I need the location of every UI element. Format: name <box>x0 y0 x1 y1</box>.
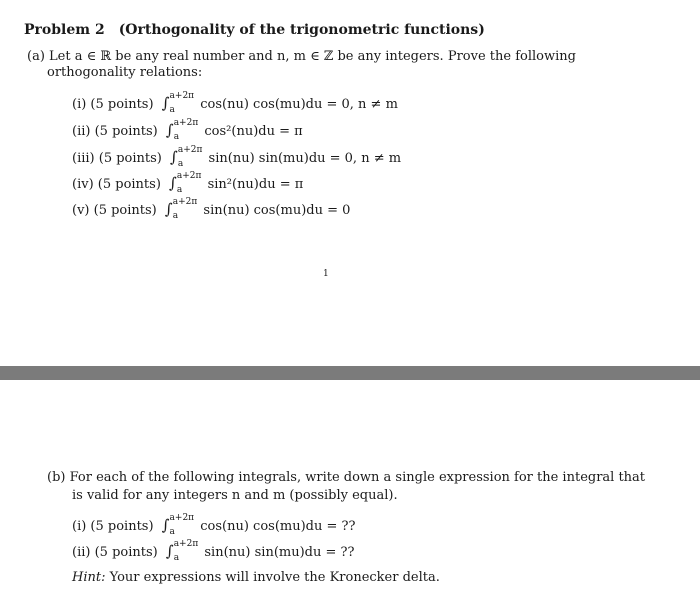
part-a-item-iv <box>72 171 304 198</box>
item-expression: sin(nu) cos(mu)du = 0 <box>203 203 351 218</box>
part-b-item-i <box>72 513 356 540</box>
integral-limits: a+2π a <box>173 539 199 563</box>
item-expression: cos(nu) cos(mu)du = ?? <box>200 519 356 534</box>
hint-text: Your expressions will involve the Kronecker delta. <box>109 570 440 585</box>
item-expression: sin(nu) sin(mu)du = 0, n ≠ m <box>208 151 402 166</box>
item-label: (v) (5 points) <box>72 203 157 218</box>
integral-sign: ∫ <box>164 200 173 218</box>
problem-title: (Orthogonality of the trigonometric functions) <box>118 22 485 38</box>
part-b-item-ii <box>72 539 355 566</box>
integral-sign: ∫ <box>161 94 170 112</box>
integral-limits: a+2π a <box>172 197 198 221</box>
part-b-intro-line2: is valid for any integers n and m (possibly equal). <box>72 488 398 503</box>
item-label: (i) (5 points) <box>72 519 154 534</box>
item-expression: cos(nu) cos(mu)du = 0, n ≠ m <box>200 97 398 112</box>
page-divider <box>0 366 700 380</box>
integral-limits: a+2π a <box>177 145 203 169</box>
item-label: (iv) (5 points) <box>72 177 161 192</box>
item-expression: sin(nu) sin(mu)du = ?? <box>204 545 355 560</box>
integral-limits: a+2π a <box>176 171 202 195</box>
part-b-intro-line1: (b) For each of the following integrals, write down a single expression for the integral that <box>47 470 646 485</box>
integral-limits: a+2π a <box>169 91 195 115</box>
item-expression: sin²(nu)du = π <box>207 177 304 192</box>
page-number: 1 <box>323 269 329 279</box>
item-label: (ii) (5 points) <box>72 545 158 560</box>
problem-label: Problem 2 <box>24 22 105 38</box>
item-label: (ii) (5 points) <box>72 124 158 139</box>
part-a-intro-line2: orthogonality relations: <box>47 65 203 80</box>
item-expression: cos²(nu)du = π <box>204 124 303 139</box>
item-label: (i) (5 points) <box>72 97 154 112</box>
integral-limits: a+2π a <box>173 118 199 142</box>
integral-sign: ∫ <box>161 516 170 534</box>
part-a-item-ii <box>72 118 303 145</box>
integral-sign: ∫ <box>170 148 178 166</box>
problem-heading <box>24 22 485 38</box>
part-a-item-v <box>72 197 351 224</box>
integral-sign: ∫ <box>165 542 174 560</box>
item-label: (iii) (5 points) <box>72 151 162 166</box>
integral-limits: a+2π a <box>169 513 195 537</box>
part-a-intro-line1: (a) Let a ∈ ℝ be any real number and n, m ∈ ℤ be any integers. Prove the following <box>27 49 576 64</box>
integral-sign: ∫ <box>165 121 174 139</box>
part-a-item-i <box>72 91 398 118</box>
integral-sign: ∫ <box>169 174 177 192</box>
part-a-item-iii <box>72 145 402 172</box>
hint-label: Hint: <box>72 570 106 585</box>
hint-line <box>72 570 440 586</box>
